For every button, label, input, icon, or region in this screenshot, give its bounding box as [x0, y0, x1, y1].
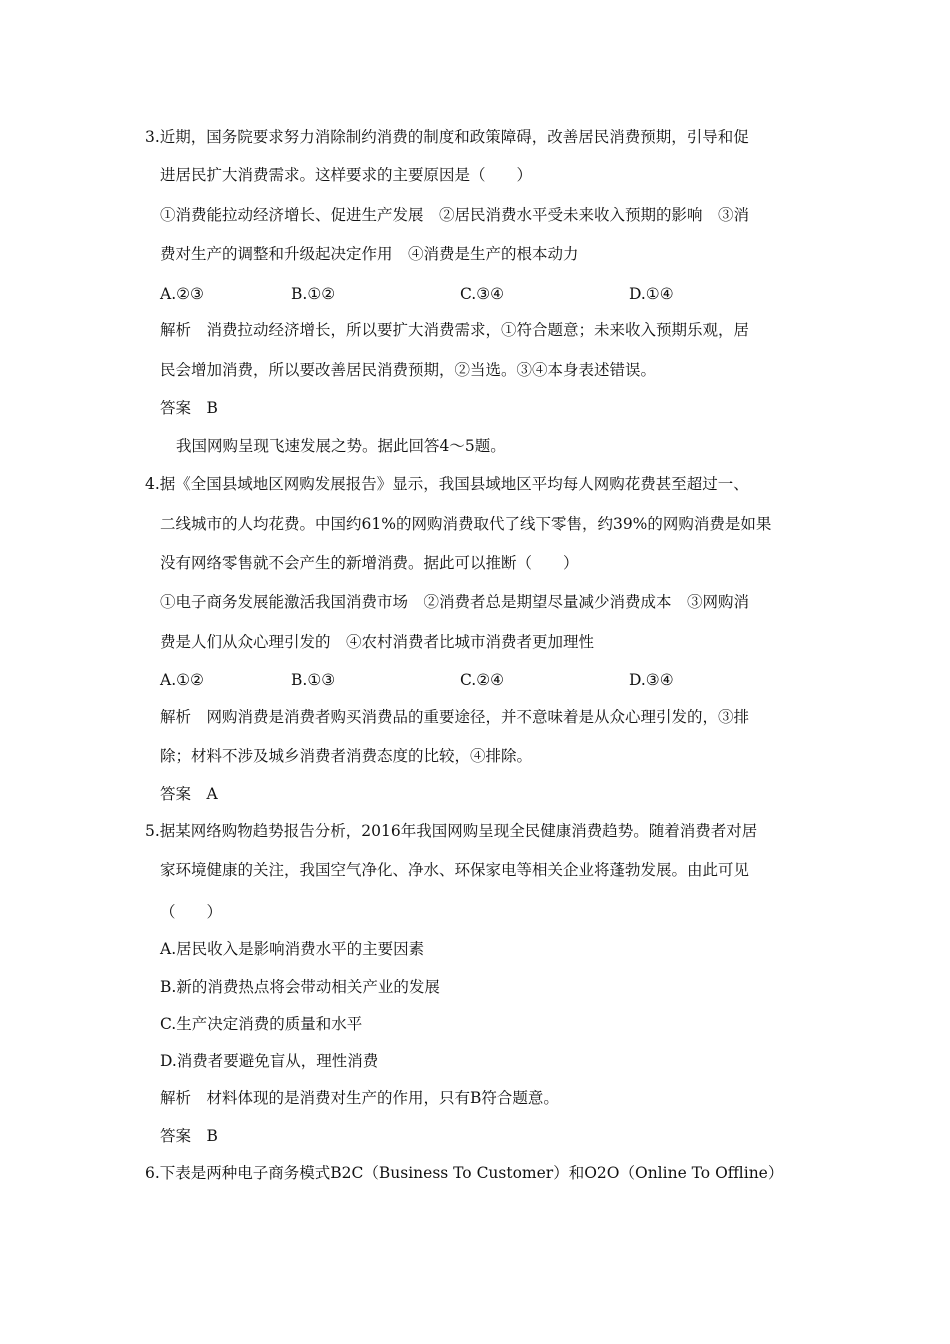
q3-analysis-line-1: 解析 消费拉动经济增长，所以要扩大消费需求，①符合题意；未来收入预期乐观，居 — [160, 321, 750, 339]
q4-items-line-1: ①电子商务发展能激活我国消费市场 ②消费者总是期望尽量减少消费成本 ③网购消 — [160, 593, 750, 611]
q5-stem-line-2: 家环境健康的关注，我国空气净化、净水、环保家电等相关企业将蓬勃发展。由此可见 — [160, 861, 750, 879]
q5-analysis: 解析 材料体现的是消费对生产的作用，只有B符合题意。 — [160, 1089, 559, 1107]
q5-option-d: D.消费者要避免盲从，理性消费 — [160, 1052, 379, 1070]
q3-analysis-line-2: 民会增加消费，所以要改善居民消费预期，②当选。③④本身表述错误。 — [160, 361, 657, 379]
q3-items-line-2: 费对生产的调整和升级起决定作用 ④消费是生产的根本动力 — [160, 245, 579, 263]
q4-option-c: C.②④ — [460, 671, 505, 689]
q4-stem-line-2: 二线城市的人均花费。中国约61%的网购消费取代了线下零售，约39%的网购消费是如果 — [160, 515, 772, 533]
q5-option-a: A.居民收入是影响消费水平的主要因素 — [160, 940, 425, 958]
q3-option-c: C.③④ — [460, 285, 505, 303]
q3-option-b: B.①② — [291, 285, 336, 303]
q3-stem-line-2: 进居民扩大消费需求。这样要求的主要原因是（ ） — [160, 166, 533, 184]
q4-answer: 答案 A — [160, 785, 218, 803]
q4-option-a: A.①② — [160, 671, 204, 689]
q4-items-line-2: 费是人们从众心理引发的 ④农村消费者比城市消费者更加理性 — [160, 633, 595, 651]
q3-answer: 答案 B — [160, 399, 218, 417]
q4-stem-line-1: 4.据《全国县域地区网购发展报告》显示，我国县域地区平均每人网购花费甚至超过一、 — [145, 475, 749, 493]
q3-items-line-1: ①消费能拉动经济增长、促进生产发展 ②居民消费水平受未来收入预期的影响 ③消 — [160, 206, 750, 224]
q6-stem-line-1: 6.下表是两种电子商务模式B2C（Business To Customer）和O2O（Online To Offline） — [145, 1164, 784, 1182]
q5-answer: 答案 B — [160, 1127, 218, 1145]
q5-stem-line-1: 5.据某网络购物趋势报告分析，2016年我国网购呈现全民健康消费趋势。随着消费者对居 — [145, 822, 758, 840]
q4-analysis-line-2: 除；材料不涉及城乡消费者消费态度的比较，④排除。 — [160, 747, 533, 765]
q5-option-b: B.新的消费热点将会带动相关产业的发展 — [160, 978, 440, 996]
q3-option-d: D.①④ — [629, 285, 674, 303]
q4-stem-line-3: 没有网络零售就不会产生的新增消费。据此可以推断（ ） — [160, 554, 579, 572]
q5-option-c: C.生产决定消费的质量和水平 — [160, 1015, 363, 1033]
q5-stem-line-3: （ ） — [160, 903, 223, 921]
q4-analysis-line-1: 解析 网购消费是消费者购买消费品的重要途径，并不意味着是从众心理引发的，③排 — [160, 708, 750, 726]
group-intro: 我国网购呈现飞速发展之势。据此回答4～5题。 — [176, 437, 506, 455]
q3-stem-line-1: 3.近期，国务院要求努力消除制约消费的制度和政策障碍，改善居民消费预期，引导和促 — [145, 128, 749, 146]
q4-option-d: D.③④ — [629, 671, 674, 689]
q4-option-b: B.①③ — [291, 671, 336, 689]
q3-option-a: A.②③ — [160, 285, 204, 303]
